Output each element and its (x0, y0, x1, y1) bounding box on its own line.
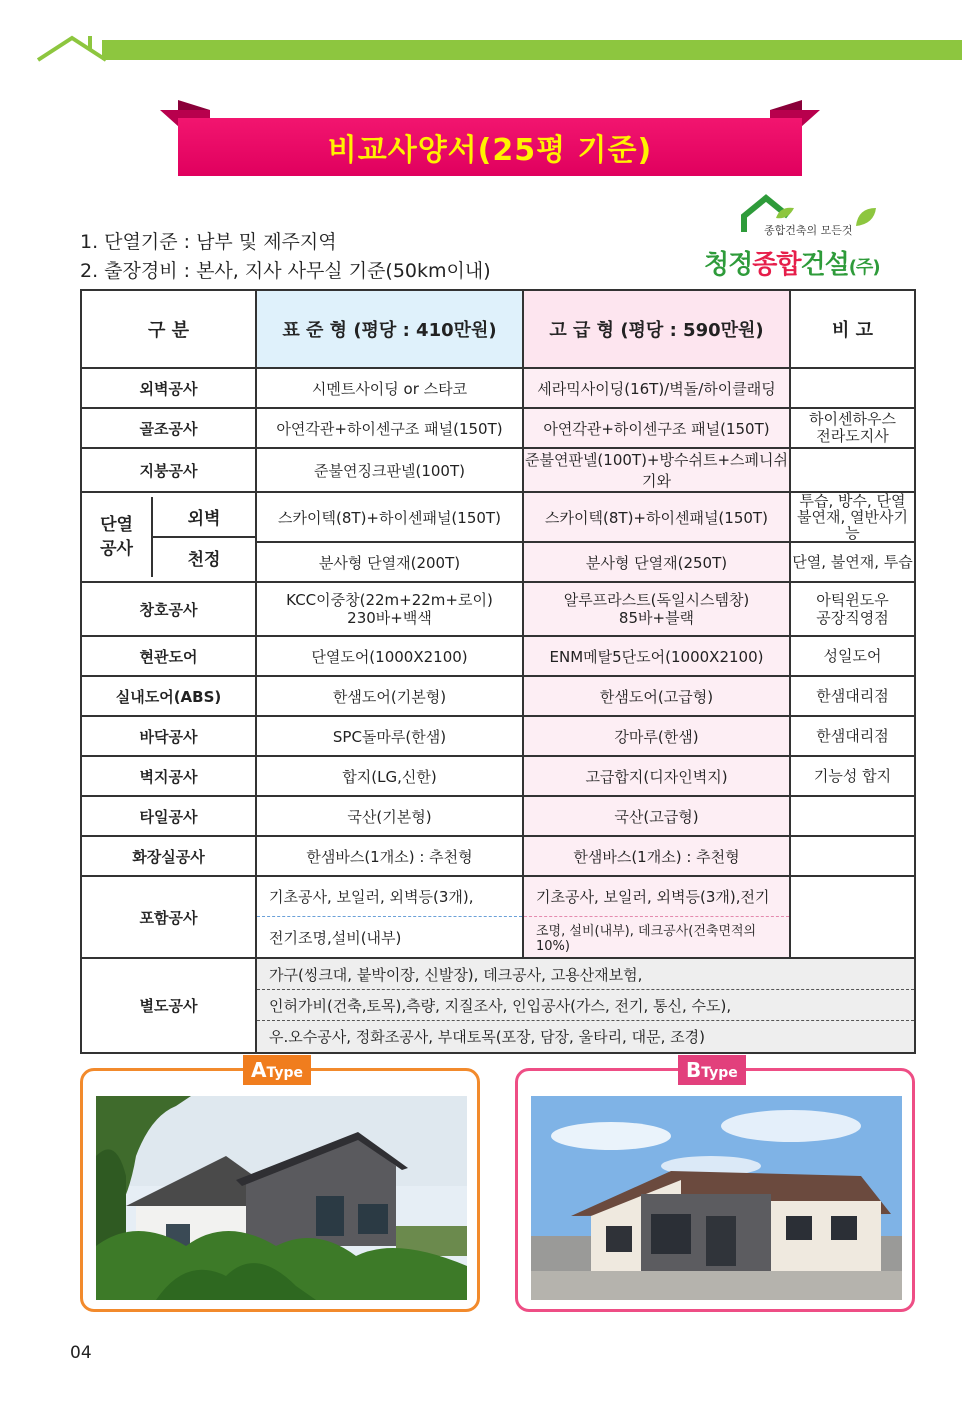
row-premium: 세라믹사이딩(16T)/벽돌/하이클래딩 (523, 368, 790, 408)
type-a-tag (243, 1055, 311, 1085)
row-standard: 아연각관+하이센구조 패널(150T) (256, 408, 523, 448)
house-a-illustration (96, 1096, 467, 1300)
row-premium: 한샘도어(고급형) (523, 676, 790, 716)
type-b-letter: B (686, 1058, 702, 1082)
table-header-row (81, 290, 915, 368)
cell-line: 인허가비(건축,토목),측량, 지질조사, 인입공사(가스, 전기, 통신, 수도), (257, 990, 914, 1021)
row-premium: 국산(고급형) (523, 796, 790, 836)
type-b-frame (515, 1058, 915, 1312)
row-remarks: 기능성 합지 (790, 756, 915, 796)
row-standard: 한샘바스(1개소) : 추천형 (256, 836, 523, 876)
row-standard: 한샘도어(기본형) (256, 676, 523, 716)
table-row (81, 756, 915, 796)
type-a-frame (80, 1058, 480, 1312)
row-category: 골조공사 (81, 408, 256, 448)
page-number: 04 (70, 1343, 92, 1363)
row-premium: 한샘바스(1개소) : 추천형 (523, 836, 790, 876)
company-logo (700, 190, 915, 280)
insulation-category-cell (81, 492, 256, 582)
cell-line: 기초공사, 보일러, 외벽등(3개),전기 (524, 877, 789, 917)
row-category: 화장실공사 (81, 836, 256, 876)
type-b-word: Type (701, 1065, 738, 1081)
row-category: 현관도어 (81, 636, 256, 676)
row-standard: 합지(LG,신한) (256, 756, 523, 796)
type-b-house-photo (531, 1096, 902, 1300)
insulation-label-line: 공사 (100, 539, 133, 559)
table-row (81, 408, 915, 448)
row-remarks: 한샘대리점 (790, 676, 915, 716)
row-remarks (790, 492, 915, 542)
remarks-line: 공장직영점 (816, 609, 889, 627)
remarks-line: 아틱윈도우 (816, 591, 889, 609)
row-remarks (790, 582, 915, 636)
row-premium (523, 582, 790, 636)
note-travel-cost: 2. 출장경비 : 본사, 지사 사무실 기준(50km이내) (80, 260, 491, 282)
row-standard (256, 582, 523, 636)
row-premium: ENM메탈5단도어(1000X2100) (523, 636, 790, 676)
row-category: 외벽공사 (81, 368, 256, 408)
header-remarks: 비 고 (790, 290, 915, 368)
table-row (81, 448, 915, 492)
row-standard: 시멘트사이딩 or 스타코 (256, 368, 523, 408)
type-a-word: Type (266, 1065, 304, 1081)
row-remarks (790, 368, 915, 408)
row-category: 벽지공사 (81, 756, 256, 796)
spec-comparison-table (80, 289, 916, 1054)
type-b-tag (678, 1055, 746, 1085)
type-a-house-photo (96, 1096, 467, 1300)
row-remarks: 성일도어 (790, 636, 915, 676)
row-remarks: 단열, 불연재, 투습 (790, 542, 915, 582)
cell-line: KCC이중창(22m+22m+로이) (286, 591, 493, 609)
title-ribbon (160, 100, 820, 190)
row-remarks (790, 408, 915, 448)
row-remarks (790, 836, 915, 876)
table-row (81, 676, 915, 716)
cell-line: 230바+백색 (347, 609, 432, 627)
row-standard: 준불연징크판넬(100T) (256, 448, 523, 492)
row-category: 포함공사 (81, 876, 256, 958)
cell-line: 조명, 설비(내부), 데크공사(건축면적의 10%) (536, 924, 757, 954)
table-row (81, 636, 915, 676)
cell-line: 85바+블랙 (618, 609, 695, 627)
row-standard: SPC돌마루(한샘) (256, 716, 523, 756)
row-premium: 고급합지(디자인벽지) (523, 756, 790, 796)
table-row (81, 716, 915, 756)
header-band (0, 28, 979, 68)
logo-name-part1: 청정 (704, 250, 753, 280)
row-standard (256, 876, 523, 958)
logo-slogan: 종합건축의 모든것 (764, 224, 853, 237)
table-row-insulation-wall (81, 492, 915, 542)
row-remarks (790, 448, 915, 492)
logo-suffix: (주) (848, 257, 880, 278)
insulation-sub-wall: 외벽 (152, 497, 255, 537)
cell-line: 기초공사, 보일러, 외벽등(3개), (257, 877, 522, 917)
row-category: 창호공사 (81, 582, 256, 636)
insulation-sub-ceiling: 천정 (187, 550, 221, 570)
row-premium (523, 876, 790, 958)
row-category: 바닥공사 (81, 716, 256, 756)
row-premium: 아연각관+하이센구조 패널(150T) (523, 408, 790, 448)
header-premium: 고 급 형 (평당 : 590만원) (523, 290, 790, 368)
remarks-line: 투습, 방수, 단열 (799, 492, 906, 510)
row-category: 별도공사 (81, 958, 256, 1053)
row-standard: 단열도어(1000X2100) (256, 636, 523, 676)
row-remarks (790, 876, 915, 958)
row-standard: 분사형 단열재(200T) (256, 542, 523, 582)
house-b-illustration (531, 1096, 902, 1300)
row-premium: 준불연판넬(100T)+방수쉬트+스페니쉬기와 (523, 448, 790, 492)
row-premium: 강마루(한샘) (523, 716, 790, 756)
cell-line: 전기조명,설비(내부) (269, 928, 402, 947)
table-row-included (81, 876, 915, 958)
row-category: 타일공사 (81, 796, 256, 836)
remarks-line: 불연재, 열반사기능 (797, 508, 908, 542)
type-a-letter: A (251, 1058, 267, 1082)
insulation-label-line: 단열 (100, 515, 133, 535)
separate-works-cell (256, 958, 915, 1053)
row-premium: 분사형 단열재(250T) (523, 542, 790, 582)
row-remarks (790, 796, 915, 836)
row-remarks: 한샘대리점 (790, 716, 915, 756)
insulation-label (82, 497, 152, 577)
leaf-icon (850, 204, 880, 234)
remarks-line: 전라도지사 (816, 427, 889, 445)
header-standard: 표 준 형 (평당 : 410만원) (256, 290, 523, 368)
notes (80, 228, 491, 286)
table-row (81, 796, 915, 836)
row-standard: 스카이텍(8T)+하이센패널(150T) (256, 492, 523, 542)
logo-name (704, 244, 880, 281)
logo-name-part2: 종합 (752, 250, 801, 280)
cell-line: 알루프라스트(독일시스템창) (563, 591, 750, 609)
insulation-sub-table (82, 497, 255, 577)
row-category: 실내도어(ABS) (81, 676, 256, 716)
table-row (81, 836, 915, 876)
header-green-bar (102, 40, 962, 60)
table-row (81, 368, 915, 408)
row-category: 지붕공사 (81, 448, 256, 492)
page-title: 비교사양서(25평 기준) (178, 118, 802, 176)
remarks-line: 하이센하우스 (809, 410, 896, 428)
table-row-separate (81, 958, 915, 1053)
cell-line: 우.오수공사, 정화조공사, 부대토목(포장, 담장, 울타리, 대문, 조경) (269, 1028, 705, 1046)
header-category: 구 분 (81, 290, 256, 368)
row-premium: 스카이텍(8T)+하이센패널(150T) (523, 492, 790, 542)
logo-name-part3: 건설 (800, 250, 849, 280)
cell-line: 가구(씽크대, 붙박이장, 신발장), 데크공사, 고용산재보험, (257, 959, 914, 990)
row-standard: 국산(기본형) (256, 796, 523, 836)
table-row (81, 582, 915, 636)
note-insulation: 1. 단열기준 : 남부 및 제주지역 (80, 231, 337, 253)
